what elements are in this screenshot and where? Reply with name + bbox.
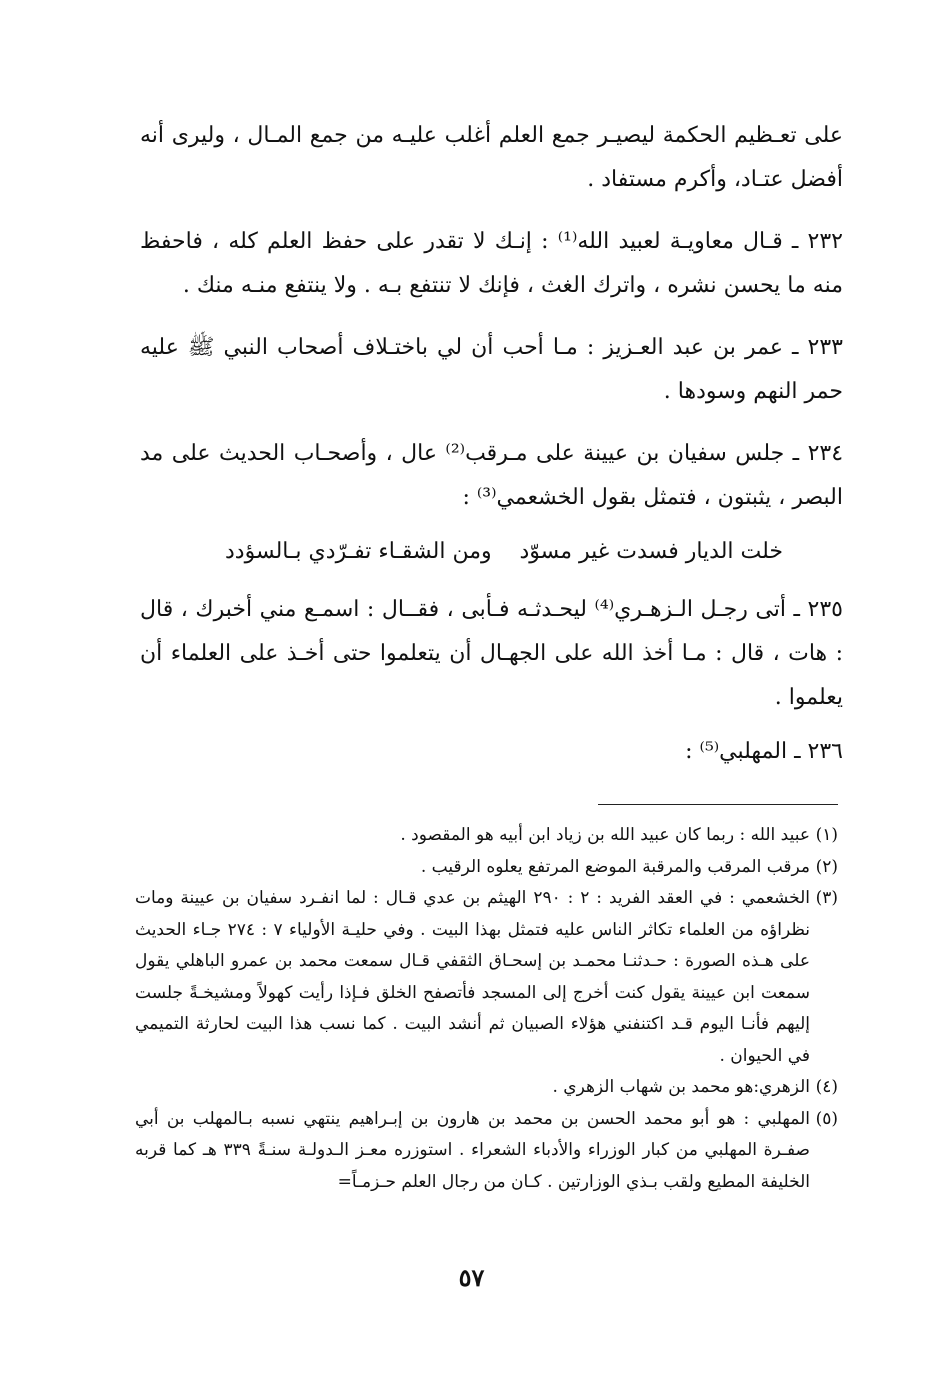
paragraph-236: ٢٣٦ ـ المهلبي⁽⁵⁾ : xyxy=(685,739,843,764)
paragraph-233: ٢٣٣ ـ عمر بن عبد العـزيز : مـا أحب أن لي باختـلاف أصحاب النبي ﷺ عليه حمر النهم وسودها . xyxy=(140,335,843,404)
footnote-text: عبيد الله : ربما كان عبيد الله بن زياد ابن أبيه هو المقصود . xyxy=(400,825,810,845)
footnote-number: (٥) xyxy=(815,1108,838,1129)
footnote xyxy=(135,820,838,852)
verse-first-hemistich: خلت الديار فسدت غير مسوّد xyxy=(519,539,783,564)
footnote-text: الزهري:هو محمد بن شهاب الزهري . xyxy=(552,1077,810,1097)
paragraph-232: ٢٣٢ ـ قـال معاويـة لعبيد الله⁽¹⁾ : إنـك لا تقدر على حفظ العلم كله ، فاحفظ منه ما يحسن نشره ، واترك الغث ، فإنك لا تنتفع بـه . ولا ينتفع منـه منك . xyxy=(140,229,843,298)
footnote-text: المهلبي : هو أبو محمد الحسن بن محمد بن هارون بن إبـراهيم ينتهي نسبه بـالمهلب بن أبي صفـرة المهلبي من كبار الوزراء والأدباء الشعراء . استوزره معـز الـدولـة سنـةً ٣٣٩ هـ كما قربه الخليفة المطيع ولقب بـذي الوزارتين . كـان من رجال العلم حـزمـاً= xyxy=(135,1108,810,1192)
footnote xyxy=(135,1104,838,1199)
footnote-number: (٢) xyxy=(815,856,838,877)
footnote xyxy=(135,1072,838,1104)
footnote xyxy=(135,852,838,884)
page-number: ٥٧ xyxy=(458,1263,485,1292)
verse-second-hemistich: ومن الشقـاء تفـرّدي بـالسؤدد xyxy=(225,539,492,564)
footnote-text: الخشعمي : في العقد الفريد : ٢ : ٢٩٠ الهيثم بن عدي قـال : لما انفـرد سفيان بن عيينة ومات نظراؤه من العلماء تكاثر الناس عليه فتمثل بهذا البيت . وفي حليـة الأولياء ٧ : ٢٧٤ جـاء الحديث على هـذه الصورة : حـدثنـا محمـد بن إسحـاق الثقفي قـال سمعت محمد بن عمرو الباهلي يقول سمعت ابن عيينة يقول كنت أخرج إلى المسجد فأتصفح الخلق فـإذا رأيت كهولاً ومشيخـةً جلست إليهم فأنـا اليوم قـد اكتنفني هؤلاء الصبيان ثم أنشد البيت . كما نسب هذا البيت لحارثة التميمي في الحيوان . xyxy=(135,888,810,1066)
footnote-text: مرقب المرقب والمرقبة الموضع المرتفع يعلوه الرقيب . xyxy=(420,856,810,877)
poetry-verse xyxy=(140,530,843,574)
main-text xyxy=(140,114,843,774)
footnote-number: (١) xyxy=(815,825,838,845)
paragraph-234: ٢٣٤ ـ جلس سفيان بن عيينة على مـرقب⁽²⁾ عال ، وأصحـاب الحديث على مد البصر ، يثبتون ، فتمثل بقول الخشعمي⁽³⁾ : xyxy=(140,441,844,510)
footnote-number: (٤) xyxy=(815,1077,838,1097)
intro-paragraph: على تعـظيم الحكمة ليصيـر جمع العلم أغلب عليـه من جمع المـال ، وليرى أنه أفضل عتـاد، وأكرم مستفاد . xyxy=(140,123,843,192)
footnotes xyxy=(135,820,838,1198)
footnote-number: (٣) xyxy=(815,888,838,908)
footnote-separator xyxy=(598,804,838,805)
footnote xyxy=(135,883,838,1072)
paragraph-235: ٢٣٥ ـ أتى رجـل الـزهـري⁽⁴⁾ ليحـدثـه فـأبى ، فقــال : اسمـع مني أخبرك ، قال : هات ، قال : مـا أخذ الله على الجهـال أن يتعلموا حتى أخـذ على العلماء أن يعلموا . xyxy=(140,597,843,710)
